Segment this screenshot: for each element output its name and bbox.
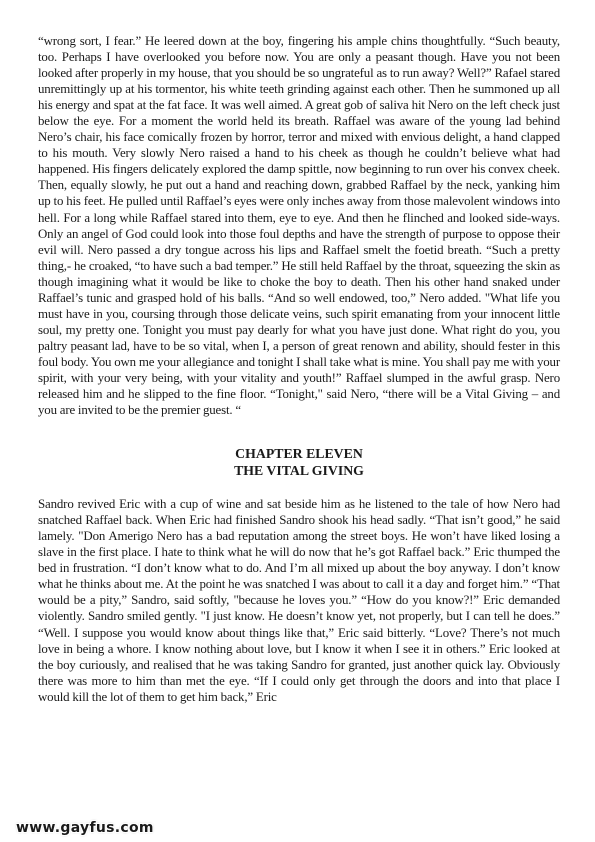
book-page <box>38 33 560 705</box>
chapter-title: THE VITAL GIVING <box>234 463 364 479</box>
chapter-heading <box>38 445 560 479</box>
paragraph-nero-scene: “wrong sort, I fear.” He leered down at the boy, fingering his ample chins thoughtfully. “Such beauty, too. Perhaps I have overlooked you before now. You are only a peasant though. Have you not been looked after properly in my house, that you should be so ungrateful as to run away? Well?” Rafael stared unremittingly up at his tormentor, his white teeth grinding against each other. Then he summoned up all his energy and spat at the fat face. It was well aimed. A great gob of saliva hit Nero on the left check just below the eye. For a moment the world held its breath. Raffael was aware of the young lad behind Nero’s chair, his face comically frozen by horror, terror and mixed with envious delight, a hand clapped to his mouth. Very slowly Nero raised a hand to his cheek as though he couldn’t believe what had happened. His fingers delicately explored the damp spittle, now beginning to run over his convex cheek. Then, equally slowly, he put out a hand and reaching down, grabbed Raffael by the neck, yanking him up to his feet. He pulled until Raffael’s eyes were only inches away from those malevolent windows into hell. For a long while Raffael stared into them, eye to eye. And then he flinched and looked side-ways. Only an angel of God could look into those foul depths and have the strength of purpose to oppose their evil will. Nero passed a dry tongue across his lips and Raffael smelt the foetid breath. “Such a pretty thing,- he croaked, “to have such a bad temper.” He still held Raffael by the throat, squeezing the skin as though imagining what it would be like to choke the boy to death. Then his other hand snaked under Raffael’s tunic and grasped hold of his balls. “And so well endowed, too,” Nero added. "What life you must have in you, coursing through those delicate veins, such spirit emanating from your innocent little soul, my pretty one. Tonight you must pay dearly for what you have just done. What right do you, you paltry peasant lad, have to be so vital, when I, a person of great renown and ability, should fester in this foul body. You own me your allegiance and tonight I shall take what is mine. You shall pay me with your spirit, with your very being, with your vitality and youth!” Raffael slumped in the awful grasp. Nero released him and he slipped to the fine floor. “Tonight," said Nero, “there will be a Vital Giving – and you are invited to be the premier guest. “ <box>38 34 560 418</box>
site-watermark: www.gayfus.com <box>16 820 154 836</box>
chapter-number: CHAPTER ELEVEN <box>235 446 363 462</box>
paragraph-sandro-eric: Sandro revived Eric with a cup of wine and sat beside him as he listened to the tale of how Nero had snatched Raffael back. When Eric had finished Sandro shook his head sadly. “That isn’t good,” he said lamely. "Don Amerigo Nero has a bad reputation among the street boys. He won’t have liked losing a slave in the first place. I hate to think what he will do now that he’s got Raffael back.” Eric thumped the bed in frustration. “I don’t know what to do. And I’m all mixed up about the boy anyway. I don’t know what he thinks about me. At the point he was snatched I was about to call it a day and forget him.” “That would be a pity,” Sandro, said softly, "because he loves you.” “How do you know?!” Eric demanded violently. Sandro smiled gently. "I just know. He doesn’t know yet, not properly, but I can tell he does.” “Well. I suppose you would know about things like that,” Eric said bitterly. “Love? There’s not much love in being a whore. I know nothing about love, but I know it when I see it in others.” Eric looked at the boy curiously, and realised that he was taking Sandro for granted, just another quick lay. Obviously there was more to him than met the eye. “If I could only get through the doors and into that place I would kill the lot of them to get him back,” Eric <box>38 497 560 704</box>
